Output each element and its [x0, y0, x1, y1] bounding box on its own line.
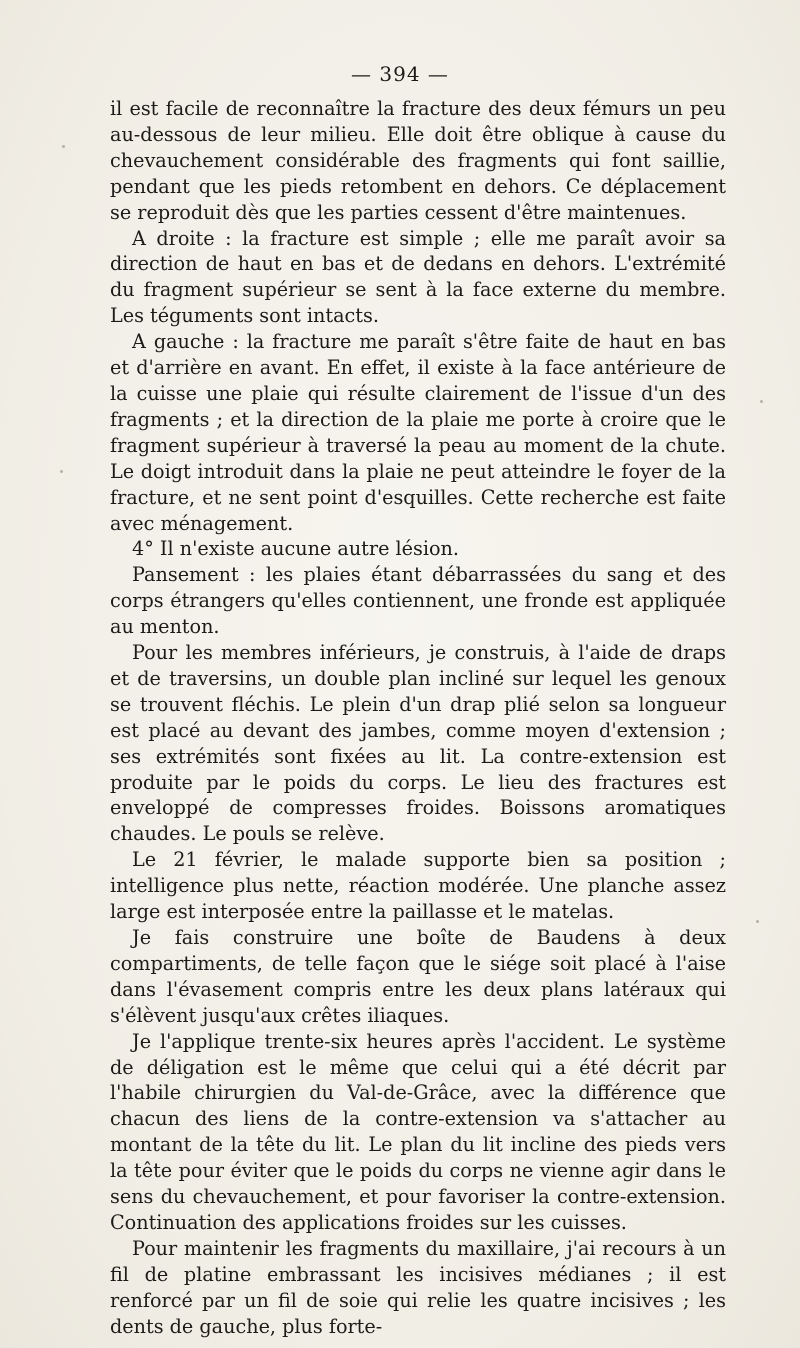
- body-text: [110, 96, 726, 1340]
- paragraph-6: Pour les membres inférieurs, je construis, à l'aide de draps et de traversins, un double plan incliné sur lequel les genoux se trouvent fléchis. Le plein d'un drap plié selon sa longueur est placé au devant des jambes, comme moyen d'extension ; ses extrémités sont fixées au lit. La contre-extension est produite par le poids du corps. Le lieu des fractures est enveloppé de compresses froides. Boissons aromatiques chaudes. Le pouls se relève.: [110, 641, 726, 846]
- page-number: — 394 —: [351, 62, 449, 86]
- paper-speck: [756, 920, 759, 923]
- paragraph-10: Pour maintenir les fragments du maxillaire, j'ai recours à un fil de platine embrassant les incisives médianes ; il est renforcé par un fil de soie qui relie les quatre incisives ; les dents de gauche, plus forte-: [110, 1236, 726, 1338]
- paper-speck: [62, 145, 65, 148]
- paragraph-7: Le 21 février, le malade supporte bien sa position ; intelligence plus nette, réaction modérée. Une planche assez large est interposée entre la paillasse et le matelas.: [110, 848, 726, 924]
- paragraph-1: il est facile de reconnaître la fracture des deux fémurs un peu au-dessous de leur milieu. Elle doit être oblique à cause du chevauchement considérable des fragments qui font saillie, pendant que les pieds retombent en dehors. Ce déplacement se reproduit dès que les parties cessent d'être maintenues.: [110, 97, 726, 224]
- paragraph-5: Pansement : les plaies étant débarrassées du sang et des corps étrangers qu'elles contiennent, une fronde est appliquée au menton.: [110, 563, 726, 639]
- paragraph-3: A gauche : la fracture me paraît s'être faite de haut en bas et d'arrière en avant. En effet, il existe à la face antérieure de la cuisse une plaie qui résulte clairement de l'issue d'un des fragments ; et la direction de la plaie me porte à croire que le fragment supérieur à traversé la peau au moment de la chute. Le doigt introduit dans la plaie ne peut atteindre le foyer de la fracture, et ne sent point d'esquilles. Cette recherche est faite avec ménagement.: [110, 330, 726, 535]
- paragraph-9: Je l'applique trente-six heures après l'accident. Le système de déligation est le même que celui qui a été décrit par l'habile chirurgien du Val-de-Grâce, avec la différence que chacun des liens de la contre-extension va s'attacher au montant de la tête du lit. Le plan du lit incline des pieds vers la tête pour éviter que le poids du corps ne vienne agir dans le sens du chevauchement, et pour favoriser la contre-extension. Continuation des applications froides sur les cuisses.: [110, 1029, 726, 1234]
- paragraph-4: 4° Il n'existe aucune autre lésion.: [132, 537, 460, 561]
- paper-speck: [60, 470, 63, 473]
- paragraph-2: A droite : la fracture est simple ; elle me paraît avoir sa direction de haut en bas et de dedans en dehors. L'extrémité du fragment supérieur se sent à la face externe du membre. Les téguments sont intacts.: [110, 226, 726, 328]
- paper-speck: [760, 400, 763, 403]
- paragraph-8: Je fais construire une boîte de Baudens à deux compartiments, de telle façon que le siége soit placé à l'aise dans l'évasement compris entre les deux plans latéraux qui s'élèvent jusqu'aux crêtes iliaques.: [110, 926, 726, 1027]
